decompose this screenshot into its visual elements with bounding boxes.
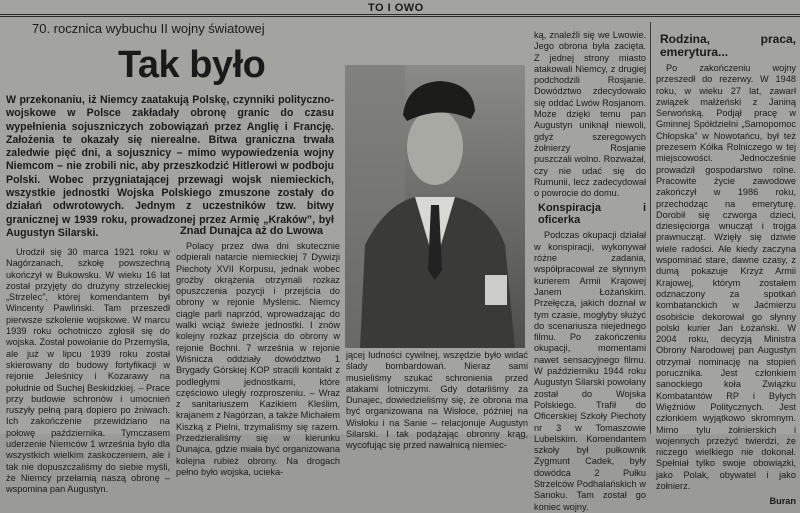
column-5-heading: Rodzina, praca, emerytura... [660, 32, 796, 59]
column-3 [346, 350, 528, 451]
author-signature: Buran [769, 496, 796, 507]
column-3-text: jącej ludności cywilnej, wszędzie było widać ślady bombardowań. Nieraz sami musieliśmy szukać schronienia przed atakami lotniczymi. Gdy dotarliśmy za Dunajec, dowiedzieliśmy się, że obrona ma być organizowana na Wisłoce, później na Wisłoku i na Sanie – relacjonuje Augustyn Silarski. I tak podążając obronny krąg, wycofując się przed nawałnicą niemiec- [346, 350, 528, 451]
column-1 [6, 247, 170, 495]
column-2 [176, 222, 340, 477]
article-lead: W przekonaniu, iż Niemcy zaatakują Polskę, czynniki polityczno-wojskowe w Polsce zakładały obronę granic do czasu wypełnienia sojuszniczych zobowiązań przez Anglię i Francję. Założenia te okazały się nierealne. Bitwa graniczna trwała zaledwie pięć dni, a sojusznicy – mimo wypowiedzenia wojny Niemcom – nie zrobili nic, aby przeszkodzić Hitlerowi w podboju Polski. Wobec przygniatającej przewagi wojsk niemieckich, wszystkie jednostki Wojska Polskiego zmuszone zostały do działań odwrotowych. Jednym z uczestników tzw. bitwy granicznej w 1939 roku, prowadzonej przez Armię „Kraków”, był Augustyn Silarski. [6, 94, 334, 239]
column-5-text: Po zakończeniu wojny przeszedł do rezerwy. W 1948 roku, w wieku 27 lat, zawarł związek małżeński z Janiną Serwońską. Podjął pracę w Gminnej Spółdzielni „Samopomoc Chłopska” w Nowotańcu, był też prezesem Kółka Rolniczego w tej miejscowości. Jednocześnie prowadził gospodarstwo rolne. Pracowite życie zawodowe zakończył w 1986 roku, przechodząc na emeryturę. Dorobił się czworga dzieci, dziesięciorga wnucząt i trojga prawnucząt. Wzięły się dziwie wiele radości. Ale kiedy zaczyna wspominać stare, dawne czasy, z dumą pokazuje Krzyż Armii Krajowej, którym zostałem odznaczony za spotkań kombatanckich w Jaćmierzu osobiście dekorował go słynny polski kurier Jan Łożański. W 2004 roku, decyzją Ministra Obrony Narodowej pan Augustyn otrzymał nominację na stopień porucznika. Jest członkiem sanockiego koła Związku Kombatantów RP i Byłych Więźniów Politycznych. Jest członkiem wyjątkowo skromnym. Mimo tylu żołnierskich i wojennych przeżyć twierdzi, że niczego wielkiego nie dokonał. Spełniał tylko swoje obowiązki, jako Polak, obywatel i jako żołnierz. [656, 63, 796, 491]
portrait-image [345, 65, 525, 348]
column-4-text-a: ką, znaleźli się we Lwowie. Jego obrona była zacięta. Z jednej strony miasto atakowali Niemcy, z drugiej podchodzili Rosjanie. Dowództwo zdecydowało się oddać Lwów Rosjanom. Może dzięki temu pan Augustyn uniknął niewoli, gdyż szeregowych żołnierzy Rosjanie puszczali wolno. Rozważał, czy nie udać się do Rumunii, lecz zadecydował o powrocie do domu. [534, 30, 646, 199]
column-4-heading: Konspiracja i oficerka [538, 202, 646, 227]
column-1-text: Urodził się 30 marca 1921 roku w Nagórzanach, szkołę powszechną ukończył w Bukowsku. W wieku 16 lat został przyjęty do drużyny strzeleckiej „Strzelec”, której komendantem był Wincenty Pawliński. Tam przeszedł pierwsze szkolenie wojskowe. W marcu 1939 roku ochotniczo zgłosił się do wojska. Został powołanie do Przemyśla, ale już w lipcu 1939 roku został skierowany do budowy fortyfikacji w rejonie Jeleśnicy i Kozarawy na południe od Suchej Beskidzkiej. – Prace przy budowie schronów i umocnień ruszyły pełną parą dopiero po żniwach. Ich zakończenie przewidziano na połowę października. Tymczasem uderzenie Niemców 1 września było dla wszystkich wielkim zaskoczeniem, ale i tak nie dopuszczaliśmy do siebie myśli, że Niemcy przełamią naszą obronę – wspomina pan Augustyn. [6, 247, 170, 495]
header-rule-2 [0, 16, 800, 17]
column-4-text-b: Podczas okupacji działał w konspiracji, wykonywał różne zadania, współpracował ze słynnym kurierem Armii Krajowej Janem Łożańskim. Przełęcza, jakich doznał w tym czasie, mogłyby służyć do scenariusza niejednego filmu. Po zakończeniu okupacji, momentami nawet sensacyjnego filmu. W październiku 1944 roku Augustyn Silarski powołany został do Wojska Polskiego. Trafił do Oficerskiej Szkoły Piechoty nr 3 w Tomaszowie Lubelskim. Komendantem szkoły był pułkownik Zygmunt Cadek, były dowódca 2 Pułku Strzelców Podhalańskich w Sanoku. Tam został go koniec wojny. [534, 230, 646, 512]
column-2-text: Polacy przez dwa dni skutecznie odpierali natarcie niemieckiej 7 Dywizji Piechoty XVII Korpusu, jednak wobec groźby okrążenia otrzymali rozkaz opuszczenia pozycji i przejścia do obrony w rejonie Myślenic. Niemcy ciągle parli naprzód, wprowadzając do walki wciąż świeże jednostki. I znów kolejny rozkaz przejścia do obrony w rejonie Bochni. 7 września w rejonie Wiśnicza oddziały dowództwo 1 Brygady Górskiej KOP stracili kontakt z podległymi jednostkami, które częściowo uległy rozproszeniu. – Wraz z sanitariuszem Kazikiem Kleślim, krajanem z Nagórzan, a także Michałem Kiszką z Pielni, trzymaliśmy się razem. Przedzieraliśmy się w kierunku Dunajca, gdzie miała być organizowana kolejna rubież obrony. Na drogach pełno było wojska, ucieka- [176, 241, 340, 477]
column-2-heading: Znad Dunajca aż do Lwowa [180, 225, 324, 237]
article-title: Tak było [118, 44, 266, 86]
column-divider [650, 22, 651, 434]
column-4 [534, 30, 646, 512]
column-5 [656, 30, 796, 507]
section-title: TO I OWO [368, 2, 424, 14]
article-kicker: 70. rocznica wybuchu II wojny światowej [32, 21, 265, 36]
veteran-photo [345, 65, 525, 348]
page-header [0, 0, 800, 14]
header-rule [0, 14, 800, 15]
